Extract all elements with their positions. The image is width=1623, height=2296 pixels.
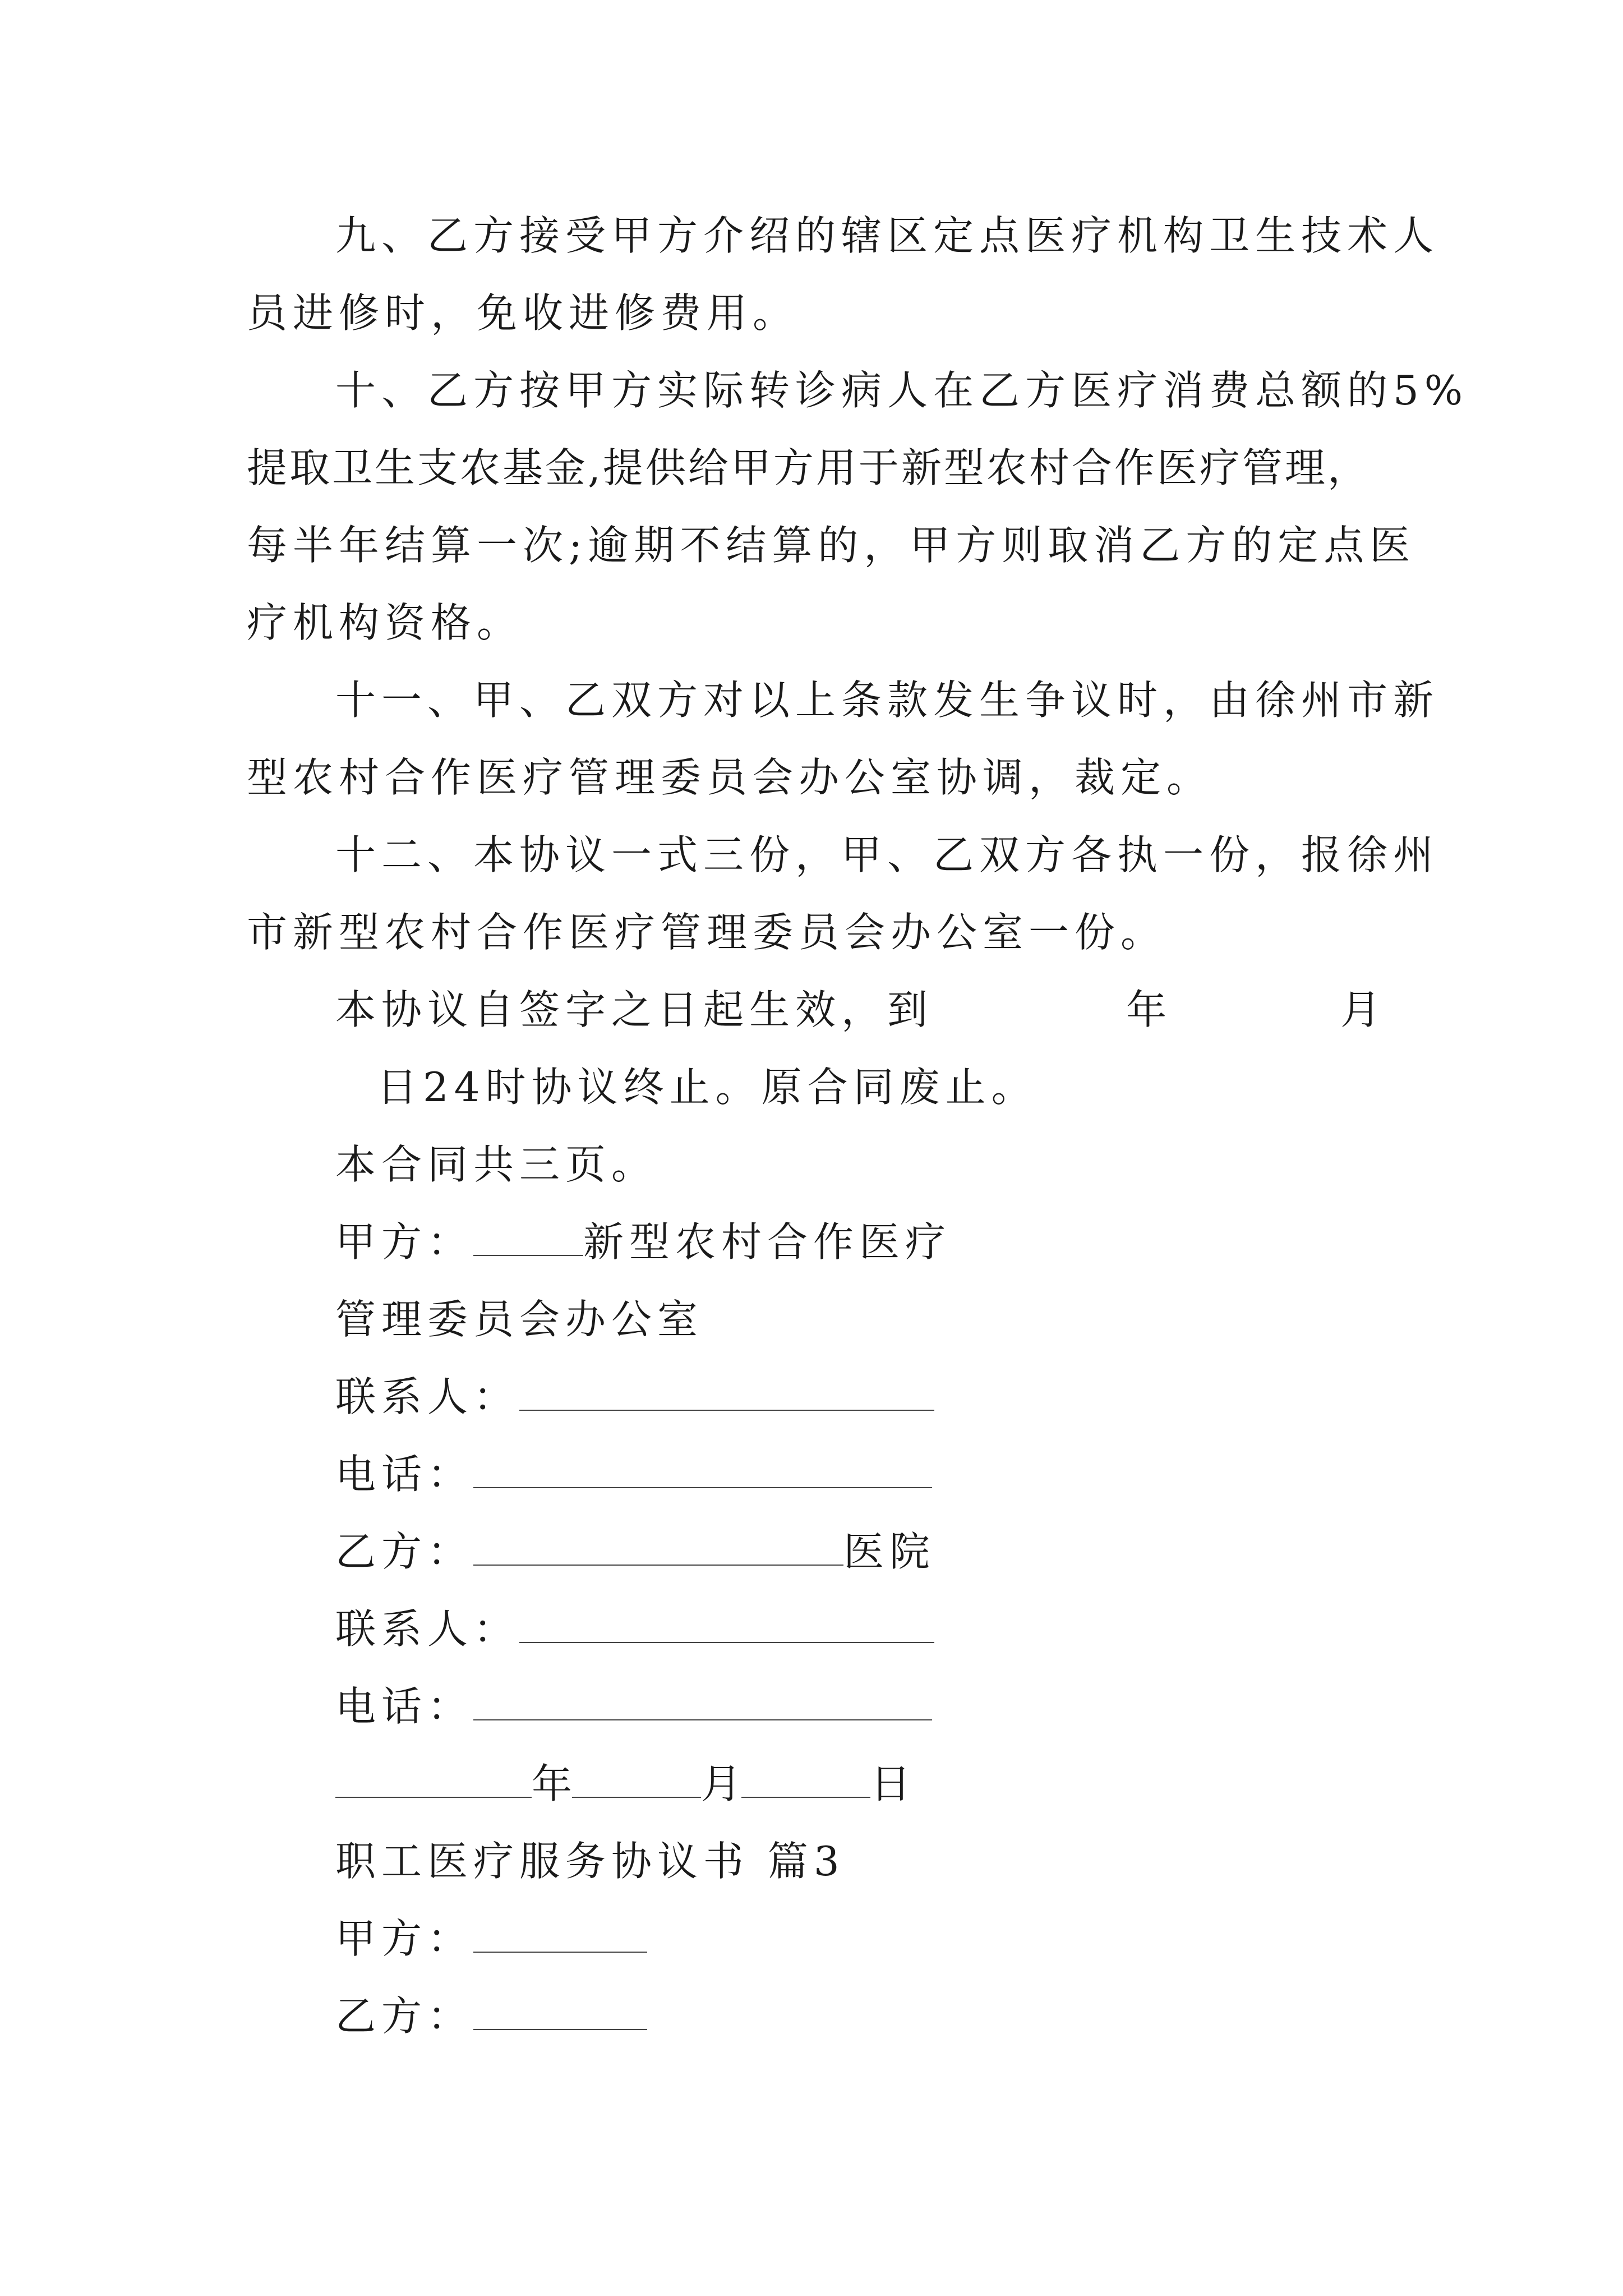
party-a-label: 甲方： [335, 1218, 474, 1266]
party-b-name-suffix: 医院 [843, 1528, 936, 1575]
next-party-b-blank[interactable] [473, 1993, 647, 2030]
party-b-contact-line [335, 1602, 934, 1656]
date-day-blank[interactable] [741, 1761, 870, 1798]
party-a-phone-label: 电话： [335, 1451, 474, 1498]
party-a-phone-blank[interactable] [473, 1451, 932, 1488]
party-a-line [335, 1215, 951, 1269]
next-party-a-line [335, 1912, 647, 1966]
clause-10-line-3: 每半年结算一次;逾期不结算的，甲方则取消乙方的定点医 [247, 522, 1416, 569]
party-a-contact-label: 联系人： [335, 1373, 520, 1420]
party-a-contact-line [335, 1370, 934, 1424]
party-b-line [335, 1525, 935, 1579]
party-a-phone-line [335, 1447, 932, 1501]
clause-9-line-2: 员进修时，免收进修费用。 [247, 289, 799, 337]
date-month-label: 月 [701, 1760, 742, 1807]
term-line-1 [335, 983, 933, 1037]
party-b-contact-label: 联系人： [335, 1605, 520, 1653]
clause-10-line-1: 十、乙方按甲方实际转诊病人在乙方医疗消费总额的5% [335, 367, 1469, 414]
clause-10-line-2: 提取卫生支农基金,提供给甲方用于新型农村合作医疗管理， [247, 444, 1370, 491]
date-day-label: 日 [870, 1760, 911, 1807]
clause-12-line-2: 市新型农村合作医疗管理委员会办公室一份。 [247, 909, 1167, 956]
next-party-b-label: 乙方： [335, 1993, 474, 2040]
clause-12-line-1: 十二、本协议一式三份，甲、乙双方各执一份，报徐州 [335, 831, 1440, 878]
next-party-a-label: 甲方： [335, 1915, 474, 1962]
date-year-label: 年 [532, 1760, 573, 1807]
party-b-phone-label: 电话： [335, 1683, 474, 1730]
party-a-name-line-2: 管理委员会办公室 [335, 1296, 704, 1343]
party-b-contact-blank[interactable] [519, 1606, 934, 1643]
clause-9-line-1: 九、乙方接受甲方介绍的辖区定点医疗机构卫生技术人 [335, 212, 1440, 259]
party-b-label: 乙方： [335, 1528, 474, 1575]
party-a-name-suffix: 新型农村合作医疗 [583, 1218, 952, 1266]
clause-11-line-1: 十一、甲、乙双方对以上条款发生争议时，由徐州市新 [335, 677, 1440, 724]
clause-10-line-4: 疗机构资格。 [247, 599, 523, 646]
next-party-a-blank[interactable] [473, 1916, 647, 1953]
term-prefix: 本协议自签字之日起生效，到 [335, 986, 934, 1033]
date-month-blank[interactable] [572, 1761, 701, 1798]
signing-date-line [335, 1757, 911, 1811]
party-b-phone-line [335, 1680, 932, 1733]
party-a-name-blank[interactable] [473, 1219, 583, 1256]
term-line-2: 日24时协议终止。原合同废止。 [377, 1064, 1038, 1111]
page-count-note: 本合同共三页。 [335, 1141, 658, 1188]
next-section-title: 职工医疗服务协议书 篇3 [335, 1838, 845, 1885]
term-month: 月 [1340, 986, 1387, 1033]
clause-11-line-2: 型农村合作医疗管理委员会办公室协调，裁定。 [247, 754, 1213, 801]
party-b-name-blank[interactable] [473, 1529, 843, 1566]
term-year: 年 [1126, 986, 1173, 1033]
party-a-contact-blank[interactable] [519, 1374, 934, 1411]
next-party-b-line [335, 1989, 647, 2043]
party-b-phone-blank[interactable] [473, 1683, 932, 1720]
date-year-blank[interactable] [335, 1761, 532, 1798]
